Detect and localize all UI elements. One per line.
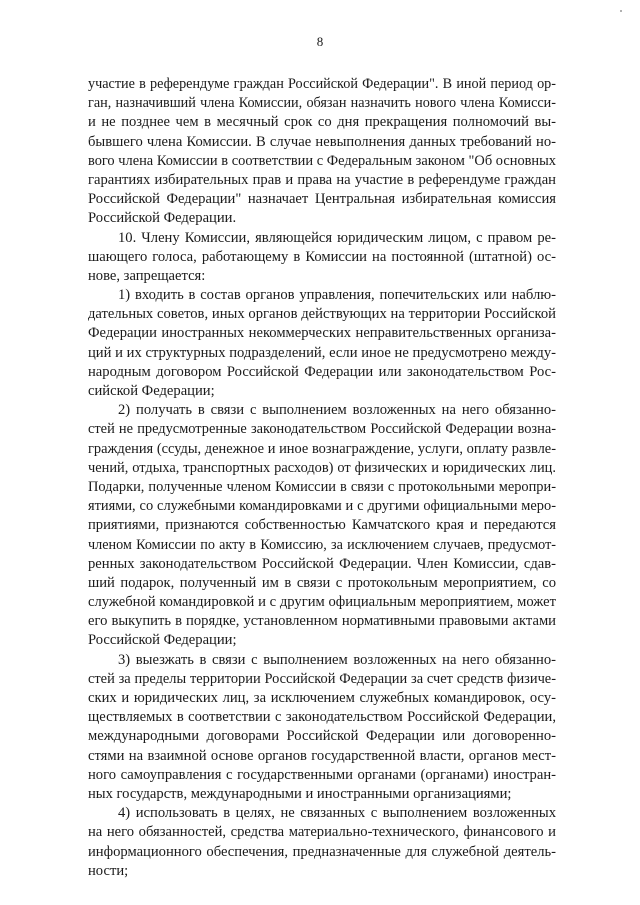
text-line: членом Комиссии по акту в Комиссию, за исключением случаев, предусмот- [88, 536, 556, 553]
scan-mark [620, 10, 622, 12]
text-line: народным договором Российской Федерации или законодательством Рос- [88, 363, 556, 380]
text-line: приятиями, признаются собственностью Камчатского края и передаются [88, 517, 556, 534]
text-line: ных государств, международными и иностранными организациями; [88, 785, 512, 802]
text-line: сийской Федерации; [88, 383, 215, 399]
text-line: чений, отдыха, транспортных расходов) от физических и юридических лиц. [88, 459, 556, 476]
page-number: 8 [316, 34, 324, 49]
text-line: граждения (ссуды, денежное и иное вознаграждение, услуги, оплату развле- [88, 440, 556, 457]
text-line: ятиями, со служебными командировками и с другими официальными меро- [88, 498, 556, 515]
text-line: стями на взаимной основе органов государственной власти, органов мест- [88, 747, 556, 764]
text-line: стей не предусмотренные законодательством Российской Федерации возна- [88, 421, 556, 438]
text-line: ществляемых в соответствии с законодательством Российской Федерации, [88, 709, 556, 726]
text-line: Подарки, полученные членом Комиссии в связи с протокольными меропри- [88, 478, 556, 495]
text-line: служебной командировкой и с другим официальным мероприятием, может [88, 594, 556, 611]
text-line: нове, запрещается: [88, 267, 206, 284]
text-line: и не позднее чем в месячный срок со дня прекращения полномочий вы- [88, 114, 556, 131]
text-line: ший подарок, полученный им в связи с протокольным мероприятием, со [88, 574, 556, 591]
text-line: 3) выезжать в связи с выполнением возложенных на него обязанно- [118, 651, 556, 668]
document-body [88, 75, 556, 881]
text-line: дательных советов, иных органов действующих на территории Российской [88, 306, 556, 323]
text-line: ций и их структурных подразделений, если иное не предусмотрено между- [88, 344, 556, 361]
text-line: информационного обеспечения, предназначенные для служебной деятель- [88, 843, 556, 860]
text-line: ских и юридических лиц, за исключением служебных командировок, осу- [88, 690, 556, 706]
text-line: его выкупить в порядке, установленном нормативными правовыми актами [88, 613, 556, 630]
text-line: 4) использовать в целях, не связанных с выполнением возложенных [118, 805, 556, 822]
text-line: вого члена Комиссии в соответствии с Федеральным законом "Об основных [88, 152, 556, 169]
text-line: 10. Члену Комиссии, являющейся юридическим лицом, с правом ре- [118, 229, 556, 246]
text-line: Федерации иностранных некоммерческих неправительственных организа- [88, 325, 556, 342]
text-line: ности; [88, 862, 129, 879]
text-line: Российской Федерации. [88, 210, 237, 227]
text-line: на него обязанностей, средства материально-технического, финансового и [88, 824, 556, 841]
text-line: ного самоуправления с государственными органами (органами) иностран- [88, 766, 556, 783]
text-line: стей за пределы территории Российской Федерации за счет средств физиче- [88, 670, 556, 687]
text-line: 1) входить в состав органов управления, попечительских или наблю- [118, 287, 556, 304]
text-line: ган, назначивший члена Комиссии, обязан назначить нового члена Комисси- [88, 95, 556, 112]
text-line: гарантиях избирательных прав и права на участие в референдуме граждан [88, 171, 556, 188]
text-line: 2) получать в связи с выполнением возложенных на него обязанно- [118, 402, 556, 419]
text-line: международными договорами Российской Федерации или договоренно- [88, 728, 556, 745]
text-line: шающего голоса, работающему в Комиссии на постоянной (штатной) ос- [88, 248, 556, 265]
text-line: участие в референдуме граждан Российской Федерации". В иной период ор- [88, 76, 556, 92]
text-line: Российской Федерации" назначает Центральная избирательная комиссия [88, 191, 556, 208]
text-line: бывшего члена Комиссии. В случае невыполнения данных требований но- [88, 133, 556, 150]
text-line: Российской Федерации; [88, 632, 237, 649]
text-line: ренных законодательством Российской Федерации. Член Комиссии, сдав- [88, 555, 556, 572]
